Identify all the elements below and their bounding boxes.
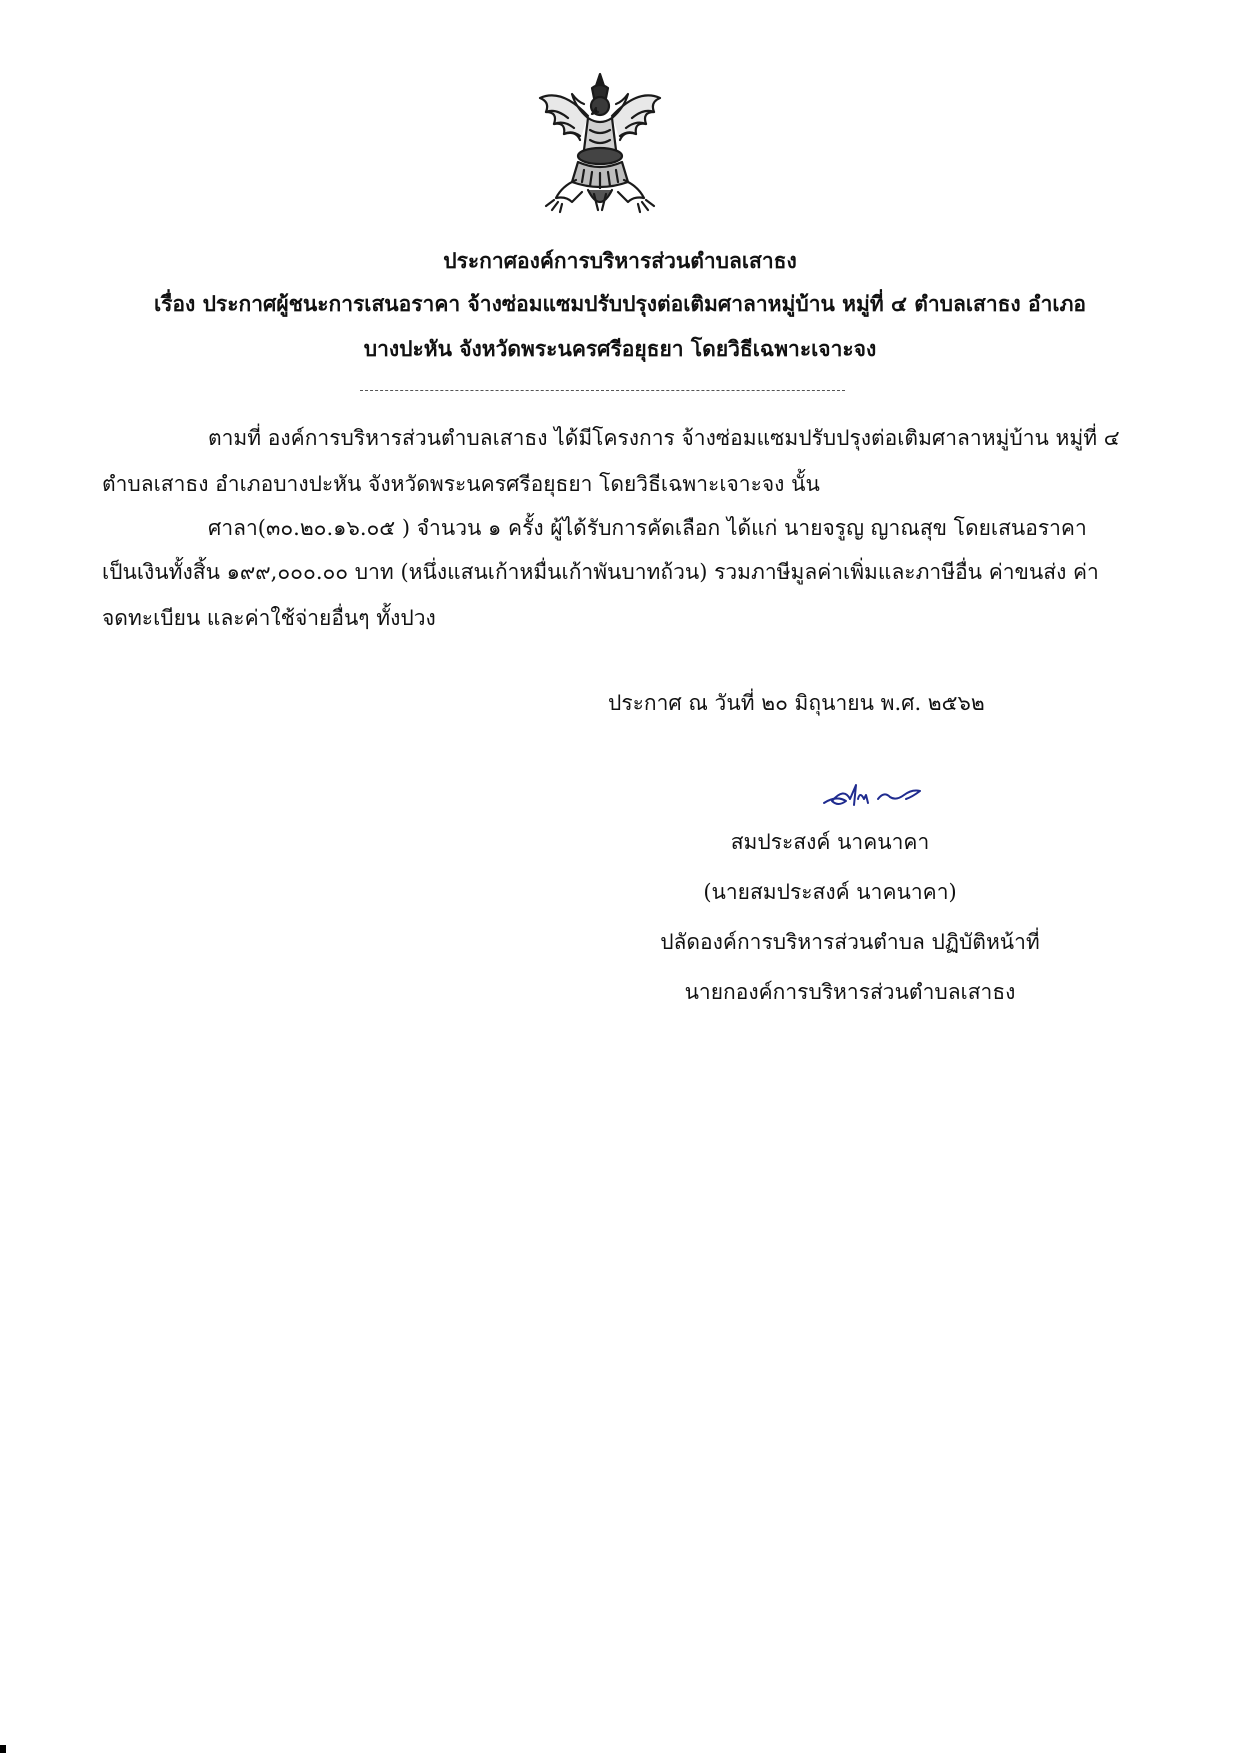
paragraph-1-line-2: ตำบลเสาธง อำเภอบางปะหัน จังหวัดพระนครศรีอยุธยา โดยวิธีเฉพาะเจาะจง นั้น [102,472,820,496]
paragraph-2-line-3: จดทะเบียน และค่าใช้จ่ายอื่นๆ ทั้งปวง [102,606,436,630]
signer-position-line-1: ปลัดองค์การบริหารส่วนตำบล ปฏิบัติหน้าที่ [660,930,1040,954]
header-divider [360,390,845,391]
subject-line-1: เรื่อง ประกาศผู้ชนะการเสนอราคา จ้างซ่อมแซมปรับปรุงต่อเติมศาลาหมู่บ้าน หมู่ที่ ๔ ตำบลเสาธง อำเภอ [153,291,1087,316]
signer-position-line-2: นายกองค์การบริหารส่วนตำบลเสาธง [684,980,1016,1004]
paragraph-2-line-2: เป็นเงินทั้งสิ้น ๑๙๙,๐๐๐.๐๐ บาท (หนึ่งแสนเก้าหมื่นเก้าพันบาทถ้วน) รวมภาษีมูลค่าเพิ่มและภาษีอื่น ค่าขนส่ง ค่า [102,560,1099,584]
scan-edge-mark [0,1745,6,1753]
subject-line-2: บางปะหัน จังหวัดพระนครศรีอยุธยา โดยวิธีเฉพาะเจาะจง [363,336,877,361]
org-title: ประกาศองค์การบริหารส่วนตำบลเสาธง [443,248,797,273]
paragraph-2-line-1: ศาลา(๓๐.๒๐.๑๖.๐๕ ) จำนวน ๑ ครั้ง ผู้ได้รับการคัดเลือก ได้แก่ นายจรูญ ญาณสุข โดยเสนอราคา [208,516,1087,540]
signer-full-name: (นายสมประสงค์ นาคนาคา) [703,880,957,904]
signer-name: สมประสงค์ นาคนาคา [730,830,930,854]
announcement-date: ประกาศ ณ วันที่ ๒๐ มิถุนายน พ.ศ. ๒๕๖๒ [608,691,985,715]
paragraph-1-line-1: ตามที่ องค์การบริหารส่วนตำบลเสาธง ได้มีโครงการ จ้างซ่อมแซมปรับปรุงต่อเติมศาลาหมู่บ้าน หมู่ที่ ๔ [208,426,1120,450]
handwritten-signature [820,777,940,815]
garuda-emblem [532,68,668,222]
